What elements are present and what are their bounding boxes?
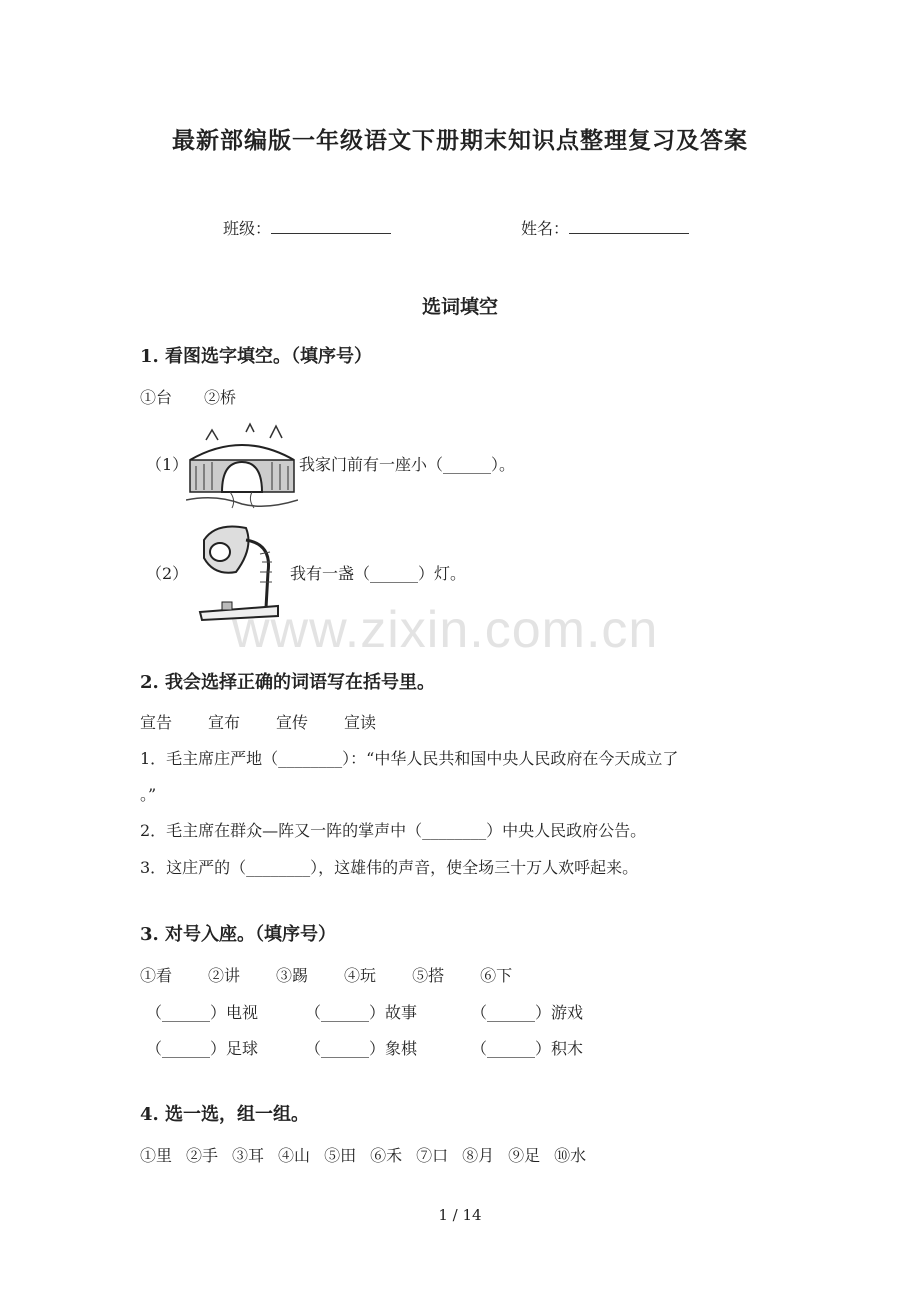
q2-sentence-1-end: 。” — [140, 785, 157, 804]
q3-option: ④玩 — [344, 966, 377, 985]
q4-option: ⑥禾 — [370, 1146, 403, 1165]
q4-option: ⑦口 — [416, 1146, 449, 1165]
q4-option: ②手 — [186, 1146, 219, 1165]
q3-option: ⑤搭 — [412, 966, 445, 985]
name-blank — [569, 217, 689, 234]
class-field — [223, 216, 391, 239]
q3-row2-item: （______）象棋 — [305, 1039, 418, 1058]
q1-item1-text: 我家门前有一座小（______）。 — [299, 455, 516, 474]
q3-row1-item: （______）故事 — [305, 1003, 418, 1022]
section-title: 选词填空 — [421, 296, 498, 318]
q3-row1-item: （______）电视 — [146, 1003, 259, 1022]
q2-word: 宣读 — [344, 713, 377, 732]
q4-options — [140, 1143, 586, 1166]
q2-heading: 2. 我会选择正确的词语写在括号里。 — [140, 672, 436, 693]
q3-option: ①看 — [140, 966, 173, 985]
class-label: 班级： — [223, 219, 272, 238]
q1-heading: 1. 看图选字填空。（填序号） — [140, 346, 373, 367]
q3-option: ⑥下 — [480, 966, 513, 985]
q4-option: ⑨足 — [508, 1146, 541, 1165]
q2-word: 宣布 — [208, 713, 241, 732]
q1-item1-number: （1） — [146, 455, 189, 474]
q4-option: ⑩水 — [554, 1146, 587, 1165]
q2-sentence-3: 3．这庄严的（________），这雄伟的声音，使全场三十万人欢呼起来。 — [140, 858, 639, 877]
q2-word: 宣告 — [140, 713, 173, 732]
watermark: www.zixin.com.cn — [232, 601, 659, 659]
q3-option: ③踢 — [276, 966, 309, 985]
q1-item2-text: 我有一盏（______）灯。 — [290, 564, 467, 583]
q2-word: 宣传 — [276, 713, 309, 732]
name-field — [521, 216, 689, 239]
q1-item2-number: （2） — [146, 564, 189, 583]
q3-row2-item: （______）足球 — [146, 1039, 259, 1058]
document-title: 最新部编版一年级语文下册期末知识点整理复习及答案 — [172, 127, 748, 154]
bridge-image — [186, 420, 298, 510]
q2-word-options — [140, 710, 376, 733]
q3-option: ②讲 — [208, 966, 241, 985]
q1-options: ①台 ②桥 — [140, 388, 237, 407]
q3-options — [140, 963, 512, 986]
q2-sentence-2: 2．毛主席在群众—阵又一阵的掌声中（________）中央人民政府公告。 — [140, 821, 647, 840]
q4-option: ①里 — [140, 1146, 173, 1165]
q4-option: ③耳 — [232, 1146, 265, 1165]
q3-row1-item: （______）游戏 — [471, 1003, 584, 1022]
q3-row2-item: （______）积木 — [471, 1039, 584, 1058]
q4-option: ④山 — [278, 1146, 311, 1165]
q4-option: ⑧月 — [462, 1146, 495, 1165]
page-number: 1 / 14 — [438, 1206, 482, 1224]
q4-option: ⑤田 — [324, 1146, 357, 1165]
q4-heading: 4. 选一选，组一组。 — [140, 1104, 310, 1125]
class-blank — [271, 217, 391, 234]
q3-heading: 3. 对号入座。（填序号） — [140, 924, 337, 945]
name-label: 姓名： — [521, 219, 570, 238]
q2-sentence-1: 1．毛主席庄严地（________）：“中华人民共和国中央人民政府在今天成立了 — [140, 749, 679, 768]
